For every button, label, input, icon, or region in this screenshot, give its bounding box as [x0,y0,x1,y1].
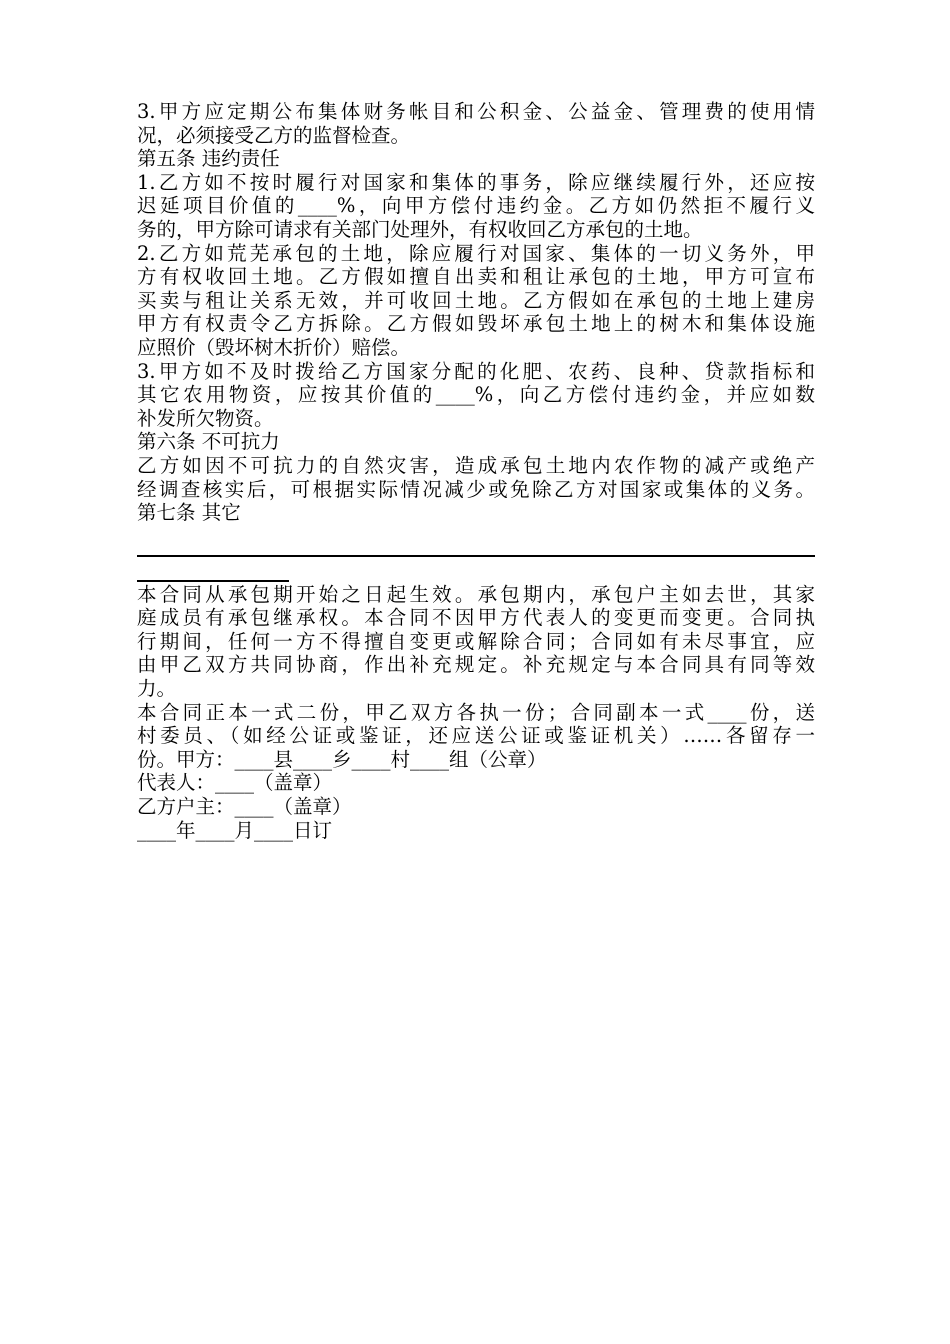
text-line: 迟延项目价值的____%，向甲方偿付违约金。乙方如仍然拒不履行义 [137,194,815,218]
text-line: 况，必须接受乙方的监督检查。 [137,123,411,147]
text-line: 由甲乙双方共同协商，作出补充规定。补充规定与本合同具有同等效 [137,653,815,677]
text-line: 第七条 其它 [137,501,241,525]
text-line: 代表人：____（盖章） [137,771,333,795]
text-line: 乙方户主：____（盖章） [137,795,352,819]
text-line: 本合同正本一式二份，甲乙双方各执一份；合同副本一式____份，送 [137,700,815,724]
text-line: ____年____月____日订 [137,818,333,842]
text-line: 本合同从承包期开始之日起生效。承包期内，承包户主如去世，其家 [137,582,815,606]
text-line: 庭成员有承包继承权。本合同不因甲方代表人的变更而变更。合同执 [137,606,815,630]
text-line: 份。甲方：____县____乡____村____组（公章） [137,747,547,771]
text-line: 2.乙方如荒芜承包的土地，除应履行对国家、集体的一切义务外，甲 [137,241,815,265]
contract-clauses [137,100,815,525]
blank-fill-line [137,555,815,557]
document-body [137,100,815,842]
text-line: 3.甲方如不及时拨给乙方国家分配的化肥、农药、良种、贷款指标和 [137,359,815,383]
text-line: 务的，甲方除可请求有关部门处理外，有权收回乙方承包的土地。 [137,217,703,241]
contract-closing [137,583,815,843]
blank-fill-line-short [137,580,289,582]
text-line: 补发所欠物资。 [137,406,274,430]
text-line: 经调查核实后，可根据实际情况减少或免除乙方对国家或集体的义务。 [137,477,815,501]
text-line: 甲方有权责令乙方拆除。乙方假如毁坏承包土地上的树木和集体设施 [137,312,815,336]
text-line: 1.乙方如不按时履行对国家和集体的事务，除应继续履行外，还应按 [137,170,815,194]
text-line: 第六条 不可抗力 [137,430,280,454]
text-line: 力。 [137,677,177,701]
text-line: 方有权收回土地。乙方假如擅自出卖和租让承包的土地，甲方可宣布 [137,265,815,289]
text-line: 乙方如因不可抗力的自然灾害，造成承包土地内农作物的减产或绝产 [137,453,815,477]
text-line: 买卖与租让关系无效，并可收回土地。乙方假如在承包的土地上建房 [137,288,815,312]
text-line: 第五条 违约责任 [137,147,280,171]
text-line: 其它农用物资，应按其价值的____%，向乙方偿付违约金，并应如数 [137,383,815,407]
text-line: 3.甲方应定期公布集体财务帐目和公积金、公益金、管理费的使用情 [137,100,815,123]
text-line: 应照价（毁坏树木折价）赔偿。 [137,335,411,359]
text-line: 行期间，任何一方不得擅自变更或解除合同；合同如有未尽事宜，应 [137,629,815,653]
text-line: 村委员、（如经公证或鉴证，还应送公证或鉴证机关）……各留存一 [137,724,815,748]
